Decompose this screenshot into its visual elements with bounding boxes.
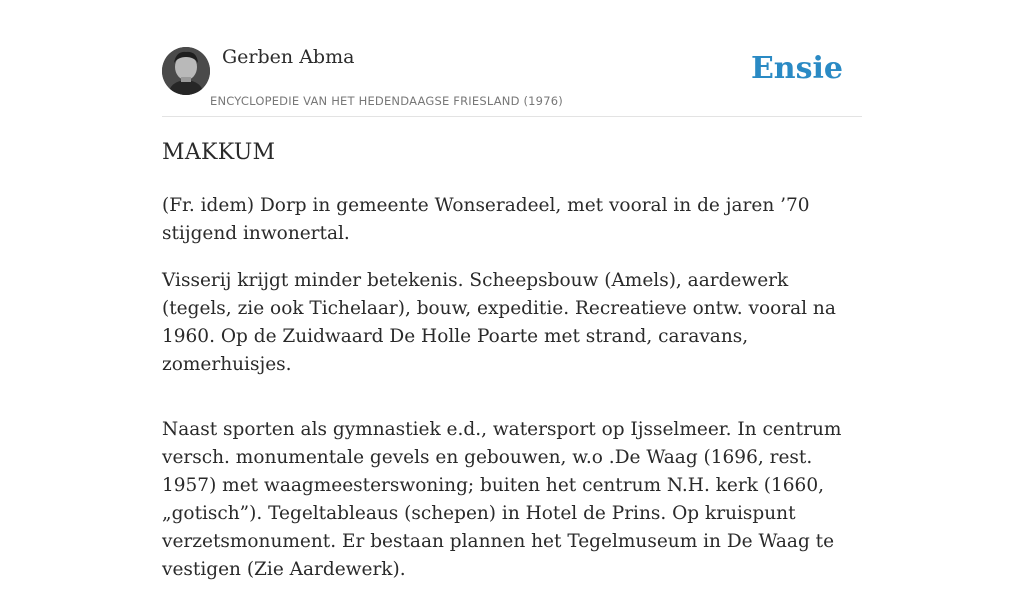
article-title: MAKKUM	[162, 140, 276, 165]
source-title[interactable]: ENCYCLOPEDIE VAN HET HEDENDAAGSE FRIESLAND (1976)	[210, 94, 563, 108]
article-body	[162, 192, 862, 603]
page	[162, 0, 862, 580]
ensie-logo[interactable]: Ensie	[750, 51, 843, 86]
author-name[interactable]: Gerben Abma	[222, 46, 355, 68]
article-header	[162, 0, 862, 117]
paragraph: Naast sporten als gymnastiek e.d., watersport op Ijsselmeer. In centrum versch. monumentale gevels en gebouwen, w.o .De Waag (1696, rest. 1957) met waagmeesterswoning; buiten het centrum N.H. kerk (1660, „gotisch”). Tegeltableaus (schepen) in Hotel de Prins. Op kruispunt verzetsmonument. Er bestaan plannen het Tegelmuseum in De Waag te vestigen (Zie Aardewerk).	[162, 419, 842, 580]
author-avatar[interactable]	[162, 47, 210, 95]
paragraph: Visserij krijgt minder betekenis. Scheepsbouw (Amels), aardewerk (tegels, zie ook Tichelaar), bouw, expeditie. Recreatieve ontw. vooral na 1960. Op de Zuidwaard De Holle Poarte met strand, caravans, zomerhuisjes.	[162, 270, 836, 375]
paragraph: (Fr. idem) Dorp in gemeente Wonseradeel, met vooral in de jaren ’70 stijgend inwonertal.	[162, 195, 810, 244]
author-portrait-icon	[162, 47, 210, 95]
